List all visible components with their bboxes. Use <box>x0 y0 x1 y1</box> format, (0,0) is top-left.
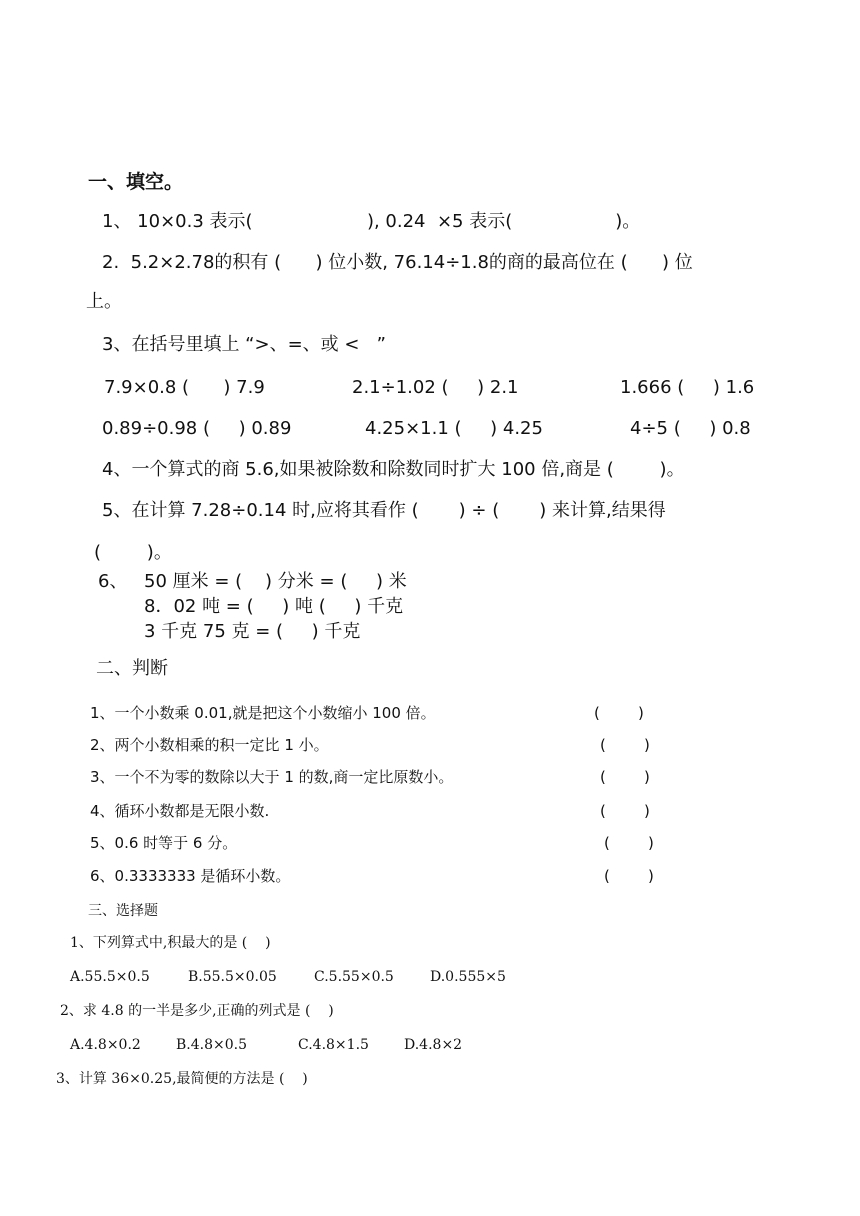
section3-title: 三、选择题 <box>88 903 158 919</box>
choice-option: A.4.8×0.2 <box>70 1037 141 1053</box>
choice-option: D.4.8×2 <box>404 1037 463 1053</box>
question-5-line1: 5、在计算 7.28÷0.14 时,应将其看作 ( ) ÷ ( ) 来计算,结果得 <box>102 500 666 521</box>
question-2-line2: 上。 <box>86 291 122 312</box>
choice-option: D.0.555×5 <box>430 969 506 985</box>
question-2-line1: 2. 5.2×2.78的积有 ( ) 位小数, 76.14÷1.8的商的最高位在 ( ) 位 <box>102 252 693 273</box>
judge-item: 5、0.6 时等于 6 分。 <box>90 834 238 852</box>
judge-item: 3、一个不为零的数除以大于 1 的数,商一定比原数小。 <box>90 768 454 786</box>
choice-option: A.55.5×0.5 <box>70 969 150 985</box>
answer-paren: ( ) <box>604 834 654 852</box>
answer-paren: ( ) <box>600 802 650 820</box>
question-4: 4、一个算式的商 5.6,如果被除数和除数同时扩大 100 倍,商是 ( )。 <box>102 459 685 480</box>
question-5-line2: ( )。 <box>94 542 172 563</box>
question-6-line-a: 50 厘米 = ( ) 分米 = ( ) 米 <box>144 571 407 592</box>
question-3-item: 0.89÷0.98 ( ) 0.89 <box>102 418 292 439</box>
judge-item: 6、0.3333333 是循环小数。 <box>90 867 291 885</box>
question-6-line-c: 3 千克 75 克 = ( ) 千克 <box>144 621 361 642</box>
judge-item: 2、两个小数相乘的积一定比 1 小。 <box>90 736 329 754</box>
choice-option: B.4.8×0.5 <box>176 1037 247 1053</box>
question-3-item: 4÷5 ( ) 0.8 <box>630 418 751 439</box>
question-3: 3、在括号里填上 “>、=、或 < ” <box>102 334 386 355</box>
answer-paren: ( ) <box>600 768 650 786</box>
question-6-line-b: 8．02 吨 = ( ) 吨 ( ) 千克 <box>144 596 404 617</box>
judge-item: 1、一个小数乘 0.01,就是把这个小数缩小 100 倍。 <box>90 704 436 722</box>
question-1: 1、 10×0.3 表示( ), 0.24 ×5 表示( )。 <box>102 211 641 232</box>
section2-title: 二、判断 <box>96 658 168 679</box>
answer-paren: ( ) <box>604 867 654 885</box>
question-3-item: 7.9×0.8 ( ) 7.9 <box>104 377 265 398</box>
choice-question-2: 2、求 4.8 的一半是多少,正确的列式是 ( ) <box>60 1003 334 1019</box>
choice-question-3: 3、计算 36×0.25,最简便的方法是 ( ) <box>56 1071 308 1087</box>
answer-paren: ( ) <box>600 736 650 754</box>
choice-option: B.55.5×0.05 <box>188 969 277 985</box>
question-3-item: 1.666 ( ) 1.6 <box>620 377 755 398</box>
section1-title: 一、填空。 <box>88 171 184 193</box>
judge-item: 4、循环小数都是无限小数. <box>90 802 270 820</box>
choice-option: C.4.8×1.5 <box>298 1037 369 1053</box>
choice-option: C.5.55×0.5 <box>314 969 394 985</box>
question-6-number: 6、 <box>98 571 128 592</box>
choice-question-1: 1、下列算式中,积最大的是 ( ) <box>70 935 271 951</box>
question-3-item: 2.1÷1.02 ( ) 2.1 <box>352 377 519 398</box>
question-3-item: 4.25×1.1 ( ) 4.25 <box>365 418 543 439</box>
answer-paren: ( ) <box>594 704 644 722</box>
